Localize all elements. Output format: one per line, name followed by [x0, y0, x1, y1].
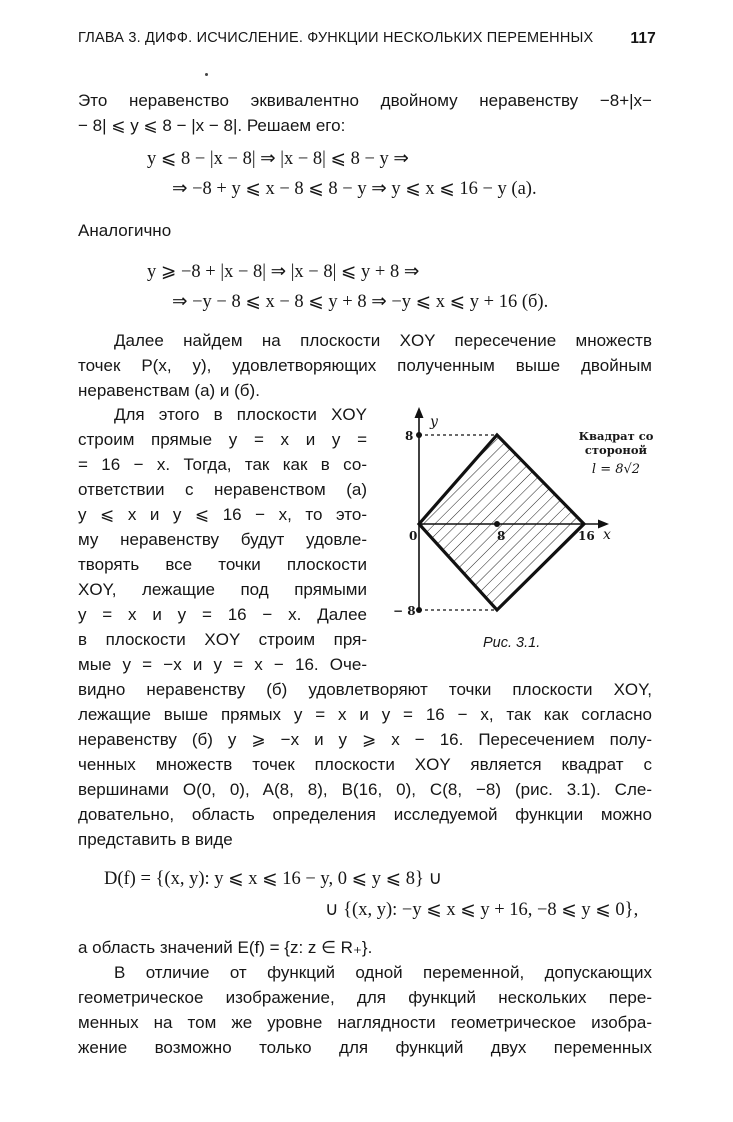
- chapter-title: ГЛАВА 3. ДИФФ. ИСЧИСЛЕНИЕ. ФУНКЦИИ НЕСКОЛЬКИХ ПЕРЕМЕННЫХ: [78, 30, 594, 46]
- paragraph-line: − 8| ⩽ y ⩽ 8 − |x − 8|. Решаем его:: [78, 116, 346, 135]
- equation-line: D(f) = {(x, y): y ⩽ x ⩽ 16 − y, 0 ⩽ y ⩽ 8} ∪: [104, 869, 443, 889]
- paragraph-line: видно неравенству (б) удовлетворяют точки плоскости XOY,: [78, 680, 652, 699]
- paragraph-line: точек P(x, y), удовлетворяющих полученным выше двойным: [78, 356, 652, 375]
- tick-dot: [416, 432, 422, 438]
- y-axis-label: y: [430, 414, 438, 430]
- paragraph-line: творять все точки плоскости: [78, 555, 367, 574]
- equation-line: y ⩾ −8 + |x − 8| ⇒ |x − 8| ⩽ y + 8 ⇒: [147, 262, 420, 282]
- paragraph-line: а область значений E(f) = {z: z ∈ R₊}.: [78, 938, 373, 957]
- equation-line: ∪ {(x, y): −y ⩽ x ⩽ y + 16, −8 ⩽ y ⩽ 0},: [325, 900, 639, 920]
- equation-line: y ⩽ 8 − |x − 8| ⇒ |x − 8| ⩽ 8 − y ⇒: [147, 149, 409, 169]
- equation-line: ⇒ −8 + y ⩽ x − 8 ⩽ 8 − y ⇒ y ⩽ x ⩽ 16 − y (a).: [172, 179, 537, 199]
- origin-label: 0: [409, 529, 418, 543]
- paragraph-line: вершинами O(0, 0), A(8, 8), B(16, 0), C(8, −8) (рис. 3.1). Сле-: [78, 780, 652, 799]
- paragraph-line: менных на том же уровне наглядности геометрическое изобра-: [78, 1013, 652, 1032]
- note-line: стороной: [584, 443, 648, 457]
- paragraph-line: довательно, область определения исследуемой функции можно: [78, 805, 652, 824]
- figure-3-1: [395, 405, 665, 670]
- paragraph-line: жение возможно только для функций двух переменных: [78, 1038, 652, 1057]
- tick-label-x-8: 8: [497, 529, 506, 543]
- tick-dot: [494, 521, 500, 527]
- paragraph-line: XOY, лежащие под прямыми: [78, 580, 367, 599]
- paragraph-line: му неравенству будут удовле-: [78, 530, 367, 549]
- paragraph-line: В отличие от функций одной переменной, допускающих: [114, 963, 652, 982]
- paragraph-line: Аналогично: [78, 221, 172, 240]
- page-number: 117: [630, 30, 656, 47]
- paragraph-line: неравенствам (а) и (б).: [78, 381, 260, 400]
- note-square-side: [571, 429, 661, 477]
- y-axis-arrow: [415, 407, 424, 418]
- paragraph-line: геометрическое изображение, для функций нескольких пере-: [78, 988, 652, 1007]
- tick-label-y-8: 8: [405, 429, 414, 443]
- paragraph-line: y ⩽ x и y ⩽ 16 − x, то это-: [78, 505, 367, 524]
- running-header: [78, 30, 656, 46]
- tick-dot: [416, 607, 422, 613]
- paragraph-line: в плоскости XOY строим пря-: [78, 630, 367, 649]
- paragraph-line: Далее найдем на плоскости XOY пересечение множеств: [114, 331, 652, 350]
- paragraph-line: представить в виде: [78, 830, 233, 849]
- paragraph-line: ченных множеств точек плоскости XOY является квадрат с: [78, 755, 652, 774]
- paragraph-line: лежащие выше прямых y = x и y = 16 − x, так как согласно: [78, 705, 652, 724]
- note-formula: l = 8√2: [591, 462, 641, 477]
- paragraph-line: строим прямые y = x и y =: [78, 430, 367, 449]
- paragraph-line: = 16 − x. Тогда, так как в со-: [78, 455, 367, 474]
- equation-line: ⇒ −y − 8 ⩽ x − 8 ⩽ y + 8 ⇒ −y ⩽ x ⩽ y + 16 (б).: [172, 292, 549, 312]
- hatched-region: [419, 435, 584, 610]
- paragraph-line: Это неравенство эквивалентно двойному неравенству −8+|x−: [78, 91, 652, 110]
- print-speck: [205, 73, 208, 76]
- figure-caption: Рис. 3.1.: [483, 635, 541, 651]
- x-axis-label: x: [603, 527, 611, 543]
- paragraph-line: мые y = −x и y = x − 16. Оче-: [78, 655, 367, 674]
- note-line: Квадрат со: [578, 429, 654, 443]
- paragraph-line: y = x и y = 16 − x. Далее: [78, 605, 367, 624]
- tick-label-x-16: 16: [578, 529, 595, 543]
- tick-label-y-minus-8: − 8: [393, 604, 416, 618]
- paragraph-line: неравенству (б) y ⩾ −x и y ⩾ x − 16. Пересечением полу-: [78, 730, 652, 749]
- paragraph-line: Для этого в плоскости XOY: [114, 405, 367, 424]
- paragraph-line: ответствии с неравенством (а): [78, 480, 367, 499]
